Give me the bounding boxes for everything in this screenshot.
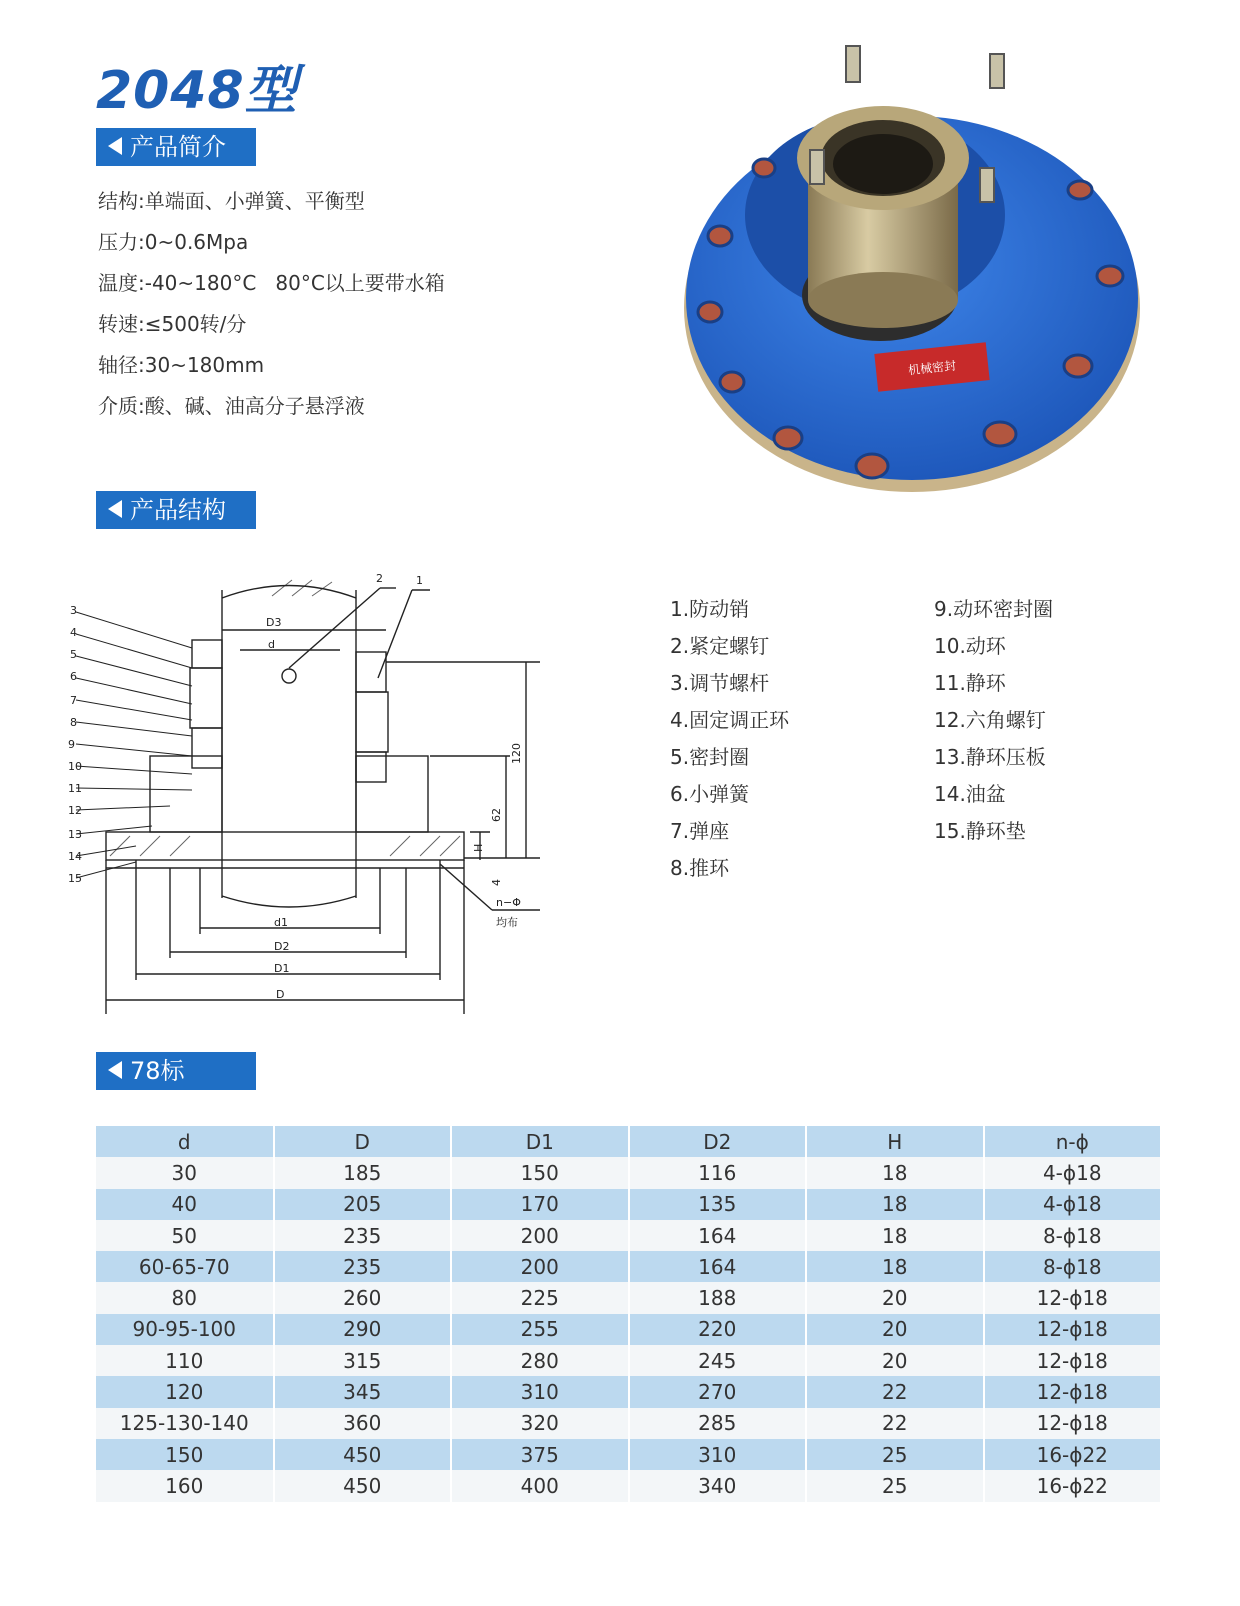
table-cell: 12-ϕ18 bbox=[984, 1345, 1162, 1376]
part-item: 9.动环密封圈 bbox=[934, 597, 1054, 621]
table-cell: 120 bbox=[96, 1376, 274, 1407]
table-cell: 200 bbox=[451, 1251, 629, 1282]
part-number: 8 bbox=[70, 716, 77, 729]
column-header: D1 bbox=[451, 1126, 629, 1157]
table-cell: 30 bbox=[96, 1157, 274, 1188]
table-cell: 125-130-140 bbox=[96, 1408, 274, 1439]
table-cell: 110 bbox=[96, 1345, 274, 1376]
part-item: 1.防动销 bbox=[670, 597, 750, 621]
table-row bbox=[96, 1282, 1161, 1313]
column-header: n-ϕ bbox=[984, 1126, 1162, 1157]
table-row bbox=[96, 1376, 1161, 1407]
dim-label-even: 均布 bbox=[496, 916, 518, 929]
part-item: 5.密封圈 bbox=[670, 745, 750, 769]
part-item: 10.动环 bbox=[934, 634, 1006, 658]
intro-line: 温度:-40~180°C 80°C以上要带水箱 bbox=[98, 271, 445, 295]
intro-line: 轴径:30~180mm bbox=[98, 353, 265, 377]
table-cell: 12-ϕ18 bbox=[984, 1376, 1162, 1407]
table-cell: 260 bbox=[274, 1282, 452, 1313]
intro-line: 转速:≤500转/分 bbox=[98, 312, 247, 336]
table-cell: 340 bbox=[629, 1470, 807, 1501]
section-intro-label: 产品简介 bbox=[130, 133, 226, 161]
table-cell: 450 bbox=[274, 1470, 452, 1501]
intro-list bbox=[98, 186, 445, 432]
table-cell: 12-ϕ18 bbox=[984, 1282, 1162, 1313]
table-cell: 18 bbox=[806, 1220, 984, 1251]
intro-line: 压力:0~0.6Mpa bbox=[98, 230, 249, 254]
part-number: 2 bbox=[376, 572, 383, 585]
column-header: d bbox=[96, 1126, 274, 1157]
part-item: 11.静环 bbox=[934, 671, 1006, 695]
table-cell: 270 bbox=[629, 1376, 807, 1407]
table-cell: 280 bbox=[451, 1345, 629, 1376]
table-cell: 225 bbox=[451, 1282, 629, 1313]
table-cell: 22 bbox=[806, 1408, 984, 1439]
part-item: 14.油盆 bbox=[934, 782, 1006, 806]
dim-label-d: d bbox=[268, 638, 275, 651]
dim-label-n-phi: n−Φ bbox=[496, 896, 521, 909]
part-item: 13.静环压板 bbox=[934, 745, 1046, 769]
table-cell: 164 bbox=[629, 1251, 807, 1282]
part-number: 5 bbox=[70, 648, 77, 661]
table-cell: 20 bbox=[806, 1314, 984, 1345]
left-arrow-icon bbox=[108, 1061, 122, 1079]
table-cell: 18 bbox=[806, 1189, 984, 1220]
table-cell: 450 bbox=[274, 1439, 452, 1470]
dim-label-D1: D1 bbox=[274, 962, 290, 975]
part-number: 10 bbox=[68, 760, 82, 773]
table-cell: 164 bbox=[629, 1220, 807, 1251]
table-cell: 345 bbox=[274, 1376, 452, 1407]
part-item: 2.紧定螺钉 bbox=[670, 634, 770, 658]
left-arrow-icon bbox=[108, 137, 122, 155]
table-cell: 170 bbox=[451, 1189, 629, 1220]
table-cell: 4-ϕ18 bbox=[984, 1157, 1162, 1188]
part-item: 12.六角螺钉 bbox=[934, 708, 1046, 732]
table-cell: 255 bbox=[451, 1314, 629, 1345]
table-body bbox=[96, 1157, 1161, 1501]
table-cell: 235 bbox=[274, 1251, 452, 1282]
table-cell: 50 bbox=[96, 1220, 274, 1251]
dim-label-H: H bbox=[472, 843, 485, 852]
table-cell: 310 bbox=[451, 1376, 629, 1407]
table-cell: 400 bbox=[451, 1470, 629, 1501]
section-standard-label: 78标 bbox=[130, 1057, 185, 1085]
section-header-intro bbox=[96, 128, 256, 166]
dim-label-D3: D3 bbox=[266, 616, 282, 629]
part-number: 7 bbox=[70, 694, 77, 707]
dim-label-D2: D2 bbox=[274, 940, 290, 953]
part-item: 3.调节螺杆 bbox=[670, 671, 770, 695]
part-item: 8.推环 bbox=[670, 856, 730, 880]
spec-table bbox=[96, 1126, 1162, 1502]
table-cell: 116 bbox=[629, 1157, 807, 1188]
table-cell: 220 bbox=[629, 1314, 807, 1345]
part-item: 15.静环垫 bbox=[934, 819, 1026, 843]
table-cell: 8-ϕ18 bbox=[984, 1220, 1162, 1251]
table-row bbox=[96, 1470, 1161, 1501]
parts-list-right bbox=[934, 596, 1053, 855]
table-cell: 135 bbox=[629, 1189, 807, 1220]
table-cell: 25 bbox=[806, 1470, 984, 1501]
part-number: 1 bbox=[416, 574, 423, 587]
table-cell: 290 bbox=[274, 1314, 452, 1345]
table-cell: 150 bbox=[96, 1439, 274, 1470]
table-cell: 90-95-100 bbox=[96, 1314, 274, 1345]
dim-label-62: 62 bbox=[490, 808, 503, 822]
part-number: 13 bbox=[68, 828, 82, 841]
section-header-structure bbox=[96, 491, 256, 529]
dim-label-4: 4 bbox=[490, 879, 503, 886]
table-header-row bbox=[96, 1126, 1161, 1157]
dim-label-d1: d1 bbox=[274, 916, 288, 929]
part-number: 6 bbox=[70, 670, 77, 683]
table-row bbox=[96, 1157, 1161, 1188]
table-cell: 360 bbox=[274, 1408, 452, 1439]
intro-line: 结构:单端面、小弹簧、平衡型 bbox=[98, 189, 365, 213]
table-cell: 188 bbox=[629, 1282, 807, 1313]
table-cell: 8-ϕ18 bbox=[984, 1251, 1162, 1282]
table-cell: 200 bbox=[451, 1220, 629, 1251]
part-item: 7.弹座 bbox=[670, 819, 730, 843]
table-cell: 245 bbox=[629, 1345, 807, 1376]
table-cell: 4-ϕ18 bbox=[984, 1189, 1162, 1220]
table-cell: 310 bbox=[629, 1439, 807, 1470]
part-number: 9 bbox=[68, 738, 75, 751]
table-cell: 150 bbox=[451, 1157, 629, 1188]
table-cell: 375 bbox=[451, 1439, 629, 1470]
table-cell: 25 bbox=[806, 1439, 984, 1470]
part-number: 12 bbox=[68, 804, 82, 817]
table-cell: 315 bbox=[274, 1345, 452, 1376]
table-cell: 285 bbox=[629, 1408, 807, 1439]
table-cell: 18 bbox=[806, 1157, 984, 1188]
table-cell: 16-ϕ22 bbox=[984, 1439, 1162, 1470]
table-cell: 12-ϕ18 bbox=[984, 1314, 1162, 1345]
table-row bbox=[96, 1439, 1161, 1470]
table-row bbox=[96, 1345, 1161, 1376]
part-number: 14 bbox=[68, 850, 82, 863]
product-photo bbox=[680, 40, 1150, 500]
column-header: H bbox=[806, 1126, 984, 1157]
table-cell: 80 bbox=[96, 1282, 274, 1313]
table-cell: 60-65-70 bbox=[96, 1251, 274, 1282]
part-number: 11 bbox=[68, 782, 82, 795]
column-header: D bbox=[274, 1126, 452, 1157]
part-number: 3 bbox=[70, 604, 77, 617]
intro-line: 介质:酸、碱、油高分子悬浮液 bbox=[98, 394, 365, 418]
section-structure-label: 产品结构 bbox=[130, 496, 226, 524]
table-cell: 20 bbox=[806, 1345, 984, 1376]
table-cell: 235 bbox=[274, 1220, 452, 1251]
section-header-standard bbox=[96, 1052, 256, 1090]
part-number: 15 bbox=[68, 872, 82, 885]
part-item: 6.小弹簧 bbox=[670, 782, 750, 806]
table-cell: 12-ϕ18 bbox=[984, 1408, 1162, 1439]
table-cell: 22 bbox=[806, 1376, 984, 1407]
table-cell: 40 bbox=[96, 1189, 274, 1220]
parts-list-left bbox=[670, 596, 789, 892]
table-row bbox=[96, 1408, 1161, 1439]
table-cell: 185 bbox=[274, 1157, 452, 1188]
nameplate-text: 机械密封 bbox=[907, 358, 957, 378]
structure-drawing bbox=[40, 568, 560, 1028]
table-cell: 320 bbox=[451, 1408, 629, 1439]
table-cell: 16-ϕ22 bbox=[984, 1470, 1162, 1501]
dim-label-D: D bbox=[276, 988, 285, 1001]
table-row bbox=[96, 1220, 1161, 1251]
table-cell: 20 bbox=[806, 1282, 984, 1313]
table-cell: 18 bbox=[806, 1251, 984, 1282]
table-cell: 205 bbox=[274, 1189, 452, 1220]
part-number: 4 bbox=[70, 626, 77, 639]
page-title: 2048型 bbox=[96, 61, 298, 121]
left-arrow-icon bbox=[108, 500, 122, 518]
column-header: D2 bbox=[629, 1126, 807, 1157]
table-row bbox=[96, 1314, 1161, 1345]
table-cell: 160 bbox=[96, 1470, 274, 1501]
table-row bbox=[96, 1189, 1161, 1220]
dim-label-120: 120 bbox=[510, 743, 523, 764]
part-item: 4.固定调正环 bbox=[670, 708, 790, 732]
table-row bbox=[96, 1251, 1161, 1282]
